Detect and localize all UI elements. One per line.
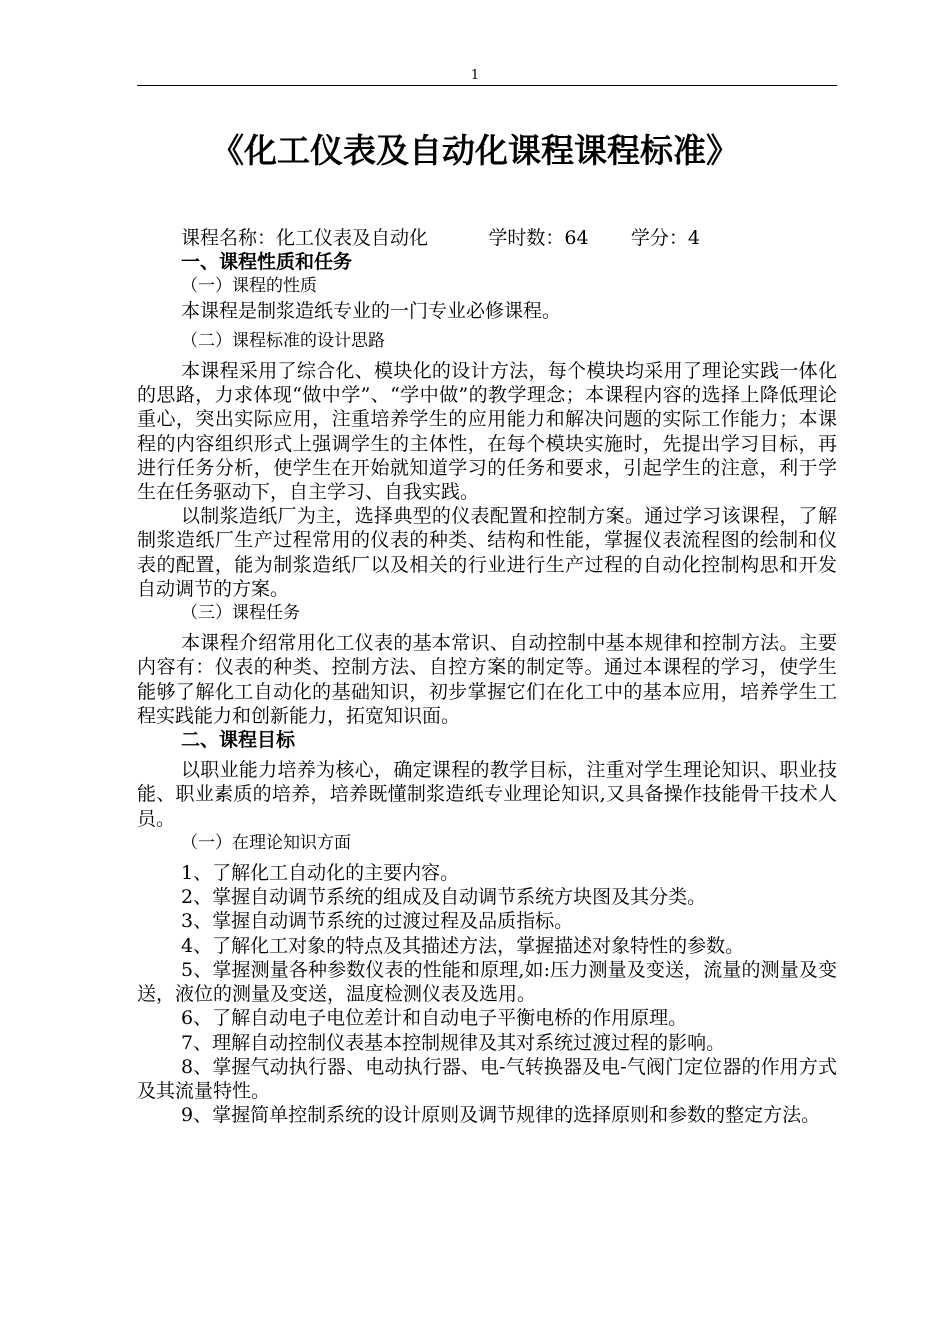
section-2-sub-1-heading: （一）在理论知识方面: [181, 832, 351, 853]
document-title: 《化工仪表及自动化课程课程标准》: [211, 131, 739, 170]
list-item: 8、掌握气动执行器、电动执行器、电-气转换器及电-气阀门定位器的作用方式及其流量特性。: [137, 1055, 837, 1102]
course-name: 课程名称：化工仪表及自动化: [181, 227, 429, 249]
course-meta-line: [137, 226, 837, 250]
list-item: 9、掌握简单控制系统的设计原则及调节规律的选择原则和参数的整定方法。: [181, 1104, 821, 1127]
section-1-sub-3-heading: （三）课程任务: [181, 603, 300, 624]
list-item: 2、掌握自动调节系统的组成及自动调节系统方块图及其分类。: [181, 886, 707, 909]
header-rule: [137, 85, 837, 86]
course-credits: 学分：4: [630, 227, 700, 249]
task-paragraph: 本课程介绍常用化工仪表的基本常识、自动控制中基本规律和控制方法。主要内容有：仪表的种类、控制方法、自控方案的制定等。通过本课程的学习，使学生能够了解化工自动化的基础知识，初步掌握它们在化工中的基本应用，培养学生工程实践能力和创新能力，拓宽知识面。: [137, 632, 837, 727]
section-1-heading: 一、课程性质和任务: [181, 251, 353, 274]
list-item: 5、掌握测量各种参数仪表的性能和原理,如:压力测量及变送，流量的测量及变送，液位的测量及变送，温度检测仪表及选用。: [137, 958, 837, 1006]
design-paragraph-2: 以制浆造纸厂为主，选择典型的仪表配置和控制方案。通过学习该课程，了解制浆造纸厂生产过程常用的仪表的种类、结构和性能，掌握仪表流程图的绘制和仪表的配置，能为制浆造纸厂以及相关的行业进行生产过程的自动化控制构思和开发自动调节的方案。: [137, 505, 837, 600]
section-2-heading: 二、课程目标: [181, 729, 296, 752]
list-item: 4、了解化工对象的特点及其描述方法，掌握描述对象特性的参数。: [181, 934, 745, 957]
page-number: 1: [470, 68, 480, 83]
section-1-sub-1-heading: （一）课程的性质: [181, 276, 317, 297]
design-paragraph-1: 本课程采用了综合化、模块化的设计方法，每个模块均采用了理论实践一体化的思路，力求体现“做中学”、“学中做”的教学理念；本课程内容的选择上降低理论重心，突出实际应用，注重培养学生的应用能力和解决问题的实际工作能力；本课程的内容组织形式上强调学生的主体性，在每个模块实施时，先提出学习目标，再进行任务分析，使学生在开始就知道学习的任务和要求，引起学生的注意，利于学生在任务驱动下，自主学习、自我实践。: [137, 360, 837, 504]
list-item: 6、了解自动电子电位差计和自动电子平衡电桥的作用原理。: [181, 1007, 688, 1030]
goals-list: [137, 861, 837, 1127]
goals-intro-paragraph: 以职业能力培养为核心，确定课程的教学目标，注重对学生理论知识、职业技能、职业素质的培养，培养既懂制浆造纸专业理论知识,又具备操作技能骨干技术人员。: [137, 759, 837, 830]
section-1-sub-2-heading: （二）课程标准的设计思路: [181, 330, 385, 351]
list-item: 3、掌握自动调节系统的过渡过程及品质指标。: [181, 910, 574, 933]
section-1-sub-1-text: 本课程是制浆造纸专业的一门专业必修课程。: [181, 299, 562, 322]
list-item: 7、理解自动控制仪表基本控制规律及其对系统过渡过程的影响。: [181, 1031, 726, 1054]
document-body: [137, 226, 837, 1127]
course-hours: 学时数：64: [488, 227, 589, 249]
list-item: 1、了解化工自动化的主要内容。: [181, 862, 460, 885]
